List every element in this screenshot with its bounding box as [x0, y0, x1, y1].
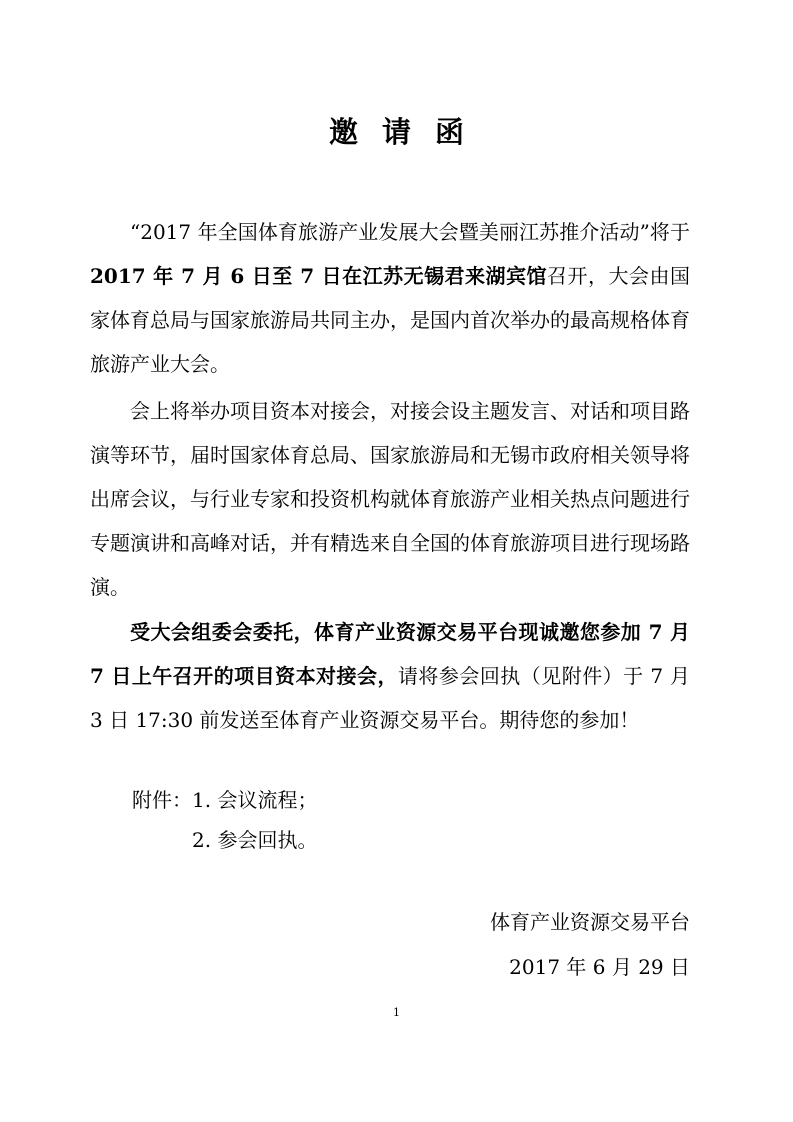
intro-tail-text: 召开，大会由国家体育总局与国家旅游局共同主办，是国内首次举办的最高规格体育旅游产业大会。	[90, 264, 690, 376]
attachments-line-1	[132, 778, 317, 822]
intro-lead-text: “2017 年全国体育旅游产业发展大会暨美丽江苏推介活动”将于	[130, 220, 690, 244]
event-date-location: 2017 年 7 月 6 日至 7 日在江苏无锡君来湖宾馆	[90, 264, 548, 288]
attachment-item-2: 2. 参会回执。	[192, 828, 318, 852]
invitation-paragraph	[90, 610, 690, 742]
invitation-bold-text: 受大会组委会委托，体育产业资源交易平台现诚邀您参加 7 月 7 日上午召开的项目资本对接会，	[90, 620, 690, 688]
invitation-tail-text: 请将参会回执（见附件）于 7 月 3 日 17:30 前发送至体育产业资源交易平台。期待您的参加！	[90, 664, 690, 732]
page-number: 1	[393, 1006, 400, 1019]
document-title: 邀请函	[328, 115, 488, 149]
signature-organization: 体育产业资源交易平台	[490, 910, 690, 934]
intro-paragraph	[90, 210, 690, 386]
attachment-item-1: 1. 会议流程；	[192, 788, 318, 812]
signature-date: 2017 年 6 月 29 日	[509, 955, 690, 979]
agenda-paragraph: 会上将举办项目资本对接会，对接会设主题发言、对话和项目路演等环节，届时国家体育总局、国家旅游局和无锡市政府相关领导将出席会议，与行业专家和投资机构就体育旅游产业相关热点问题进行专题演讲和高峰对话，并有精选来自全国的体育旅游项目进行现场路演。	[90, 399, 690, 599]
attachments-label: 附件：	[132, 788, 192, 812]
